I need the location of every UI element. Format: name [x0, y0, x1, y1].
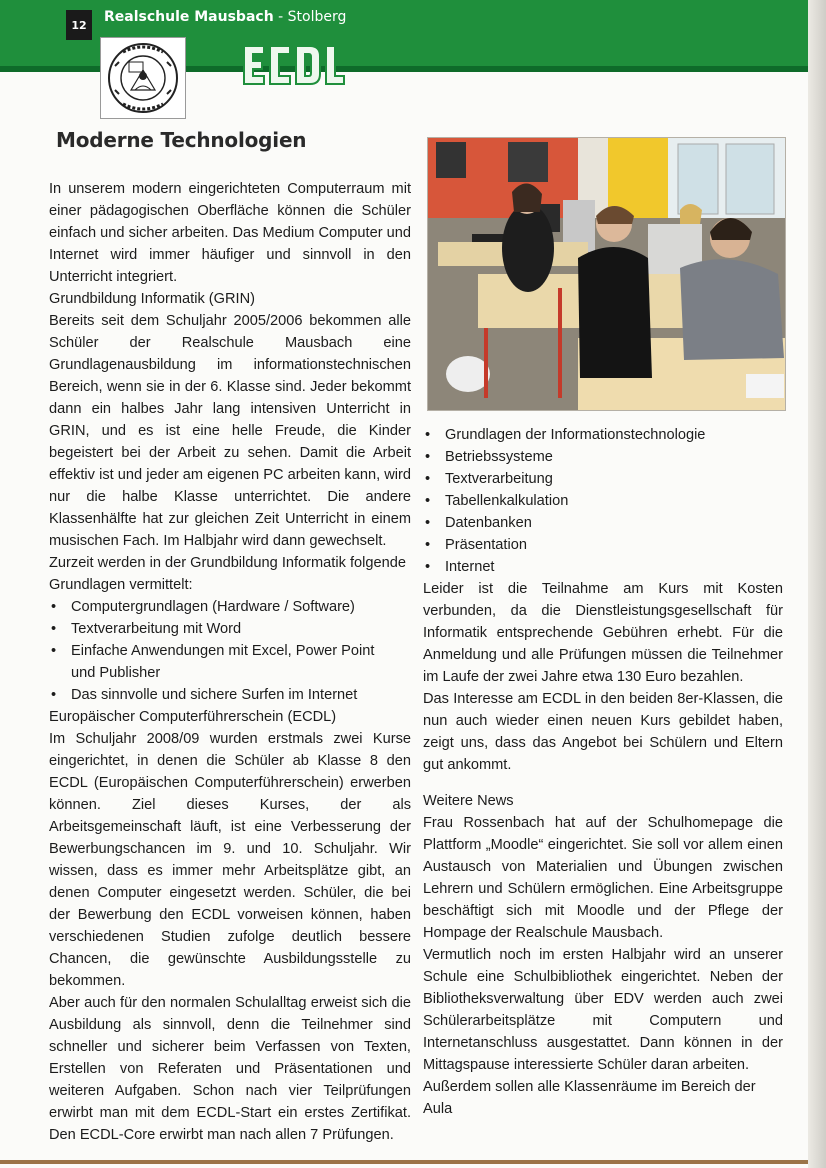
- list-item: • Textverarbeitung mit Word: [49, 618, 411, 640]
- schulalltag-paragraph: Aber auch für den normalen Schulalltag erweist sich die Ausbildung als sinnvoll, denn die Teilnehmer sind schneller und sicherer beim Verfassen von Texten, Erstellen von Referaten und Präsentationen und weiteren Aufgaben. Schon nach vier Teilprüfungen erwirbt man mit dem ECDL-Start ein erstes Zertifikat. Den ECDL-Core erwirbt man nach allen 7 Prüfungen.: [49, 995, 411, 1143]
- footer-rule: [0, 1160, 808, 1164]
- list-item: • Betriebssysteme: [423, 446, 783, 468]
- page-number: 12: [66, 10, 92, 40]
- list-item: • Datenbanken: [423, 512, 783, 534]
- page-edge: [808, 0, 826, 1168]
- section-heading-grin: Grundbildung Informatik (GRIN): [49, 291, 256, 307]
- grin-paragraph: Bereits seit dem Schuljahr 2005/2006 bekommen alle Schüler der Realschule Mausbach eine Grundlagenausbildung im informationstechnischen Bereich, wenn sie in der 6. Klasse sind. Jeder bekommt dann ein halbes Jahr lang intensiven Unterricht in GRIN, und es ist eine helle Freude, die Kinder begeistert bei der Arbeit zu sehen. Damit die Arbeit effektiv ist und jeder am eigenen PC arbeiten kann, wird nur die halbe Klasse unterrichtet. Die andere Klassenhälfte hat zur gleichen Zeit Unterricht in einem musischen Fach. Im Halbjahr wird dann gewechselt.: [49, 313, 411, 549]
- list-item: • Grundlagen der Informationstechnologie: [423, 424, 783, 446]
- list-item: • Einfache Anwendungen mit Excel, Power Point: [49, 640, 411, 662]
- costs-paragraph: Leider ist die Teilnahme am Kurs mit Kosten verbunden, da die Dienstleistungsgesellschaft für Informatik entsprechende Gebühren erhebt. Für die Anmeldung und alle Prüfungen müssen die Teilnehmer im Laufe der zwei Jahre etwa 130 Euro bezahlen.: [423, 581, 783, 685]
- intro-paragraph: In unserem modern eingerichteten Computerraum mit einer pädagogischen Oberfläche können die Schüler einfach und sicher arbeiten. Das Medium Computer und Internet wird immer häufiger und sinnvoll in den Unterricht integriert.: [49, 181, 411, 285]
- article-title: Moderne Technologien: [56, 128, 307, 152]
- list-item-continuation: und Publisher: [71, 665, 161, 681]
- list-item: • Tabellenkalkulation: [423, 490, 783, 512]
- moodle-paragraph: Frau Rossenbach hat auf der Schulhomepage die Plattform „Moodle“ eingerichtet. Sie soll vor allem einen Austausch von Materialien und Übungen zwischen Lehrern und Schülern ermöglichen. Eine Arbeitsgruppe beschäftigt sich mit Moodle und der Pflege der Hompage der Realschule Mausbach.: [423, 815, 783, 941]
- ecdl-logo: [240, 40, 346, 90]
- list-item: • Das sinnvolle und sichere Surfen im Internet: [49, 684, 411, 706]
- ecdl-paragraph: Im Schuljahr 2008/09 wurden erstmals zwei Kurse eingerichtet, in denen die Schüler ab Klasse 8 den ECDL (Europäischen Computerführerschein) erwerben können. Ziel dieses Kurses, der als Arbeitsgemeinschaft läuft, ist eine Verbesserung der Bewerbungschancen im 9. und 10. Schuljahr. Wir wissen, dass es immer mehr Arbeitsplätze gibt, an denen Computer eingesetzt werden. Schüler, die bei der Bewerbung den ECDL vorweisen können, haben verschiedenen Studien zufolge deutlich bessere Chancen, die gewünschte Ausbildungsstelle zu bekommen.: [49, 731, 411, 989]
- section-heading-ecdl: Europäischer Computerführerschein (ECDL): [49, 709, 337, 725]
- library-paragraph: Vermutlich noch im ersten Halbjahr wird an unserer Schule eine Schulbibliothek eingerichtet. Neben der Bibliotheksverwaltung über EDV werden auch zwei Schülerarbeitsplätze mit Computern und Internetanschluss ausgestattet. Dann können in der Mittagspause interessierte Schüler daran arbeiten.: [423, 947, 783, 1073]
- school-name: [104, 9, 346, 25]
- news-heading: Weitere News: [423, 793, 514, 809]
- grin-topics-list: [49, 596, 411, 706]
- school-seal-logo: [100, 37, 186, 119]
- school-seal-icon: [101, 38, 185, 118]
- school-location: - Stolberg: [278, 9, 347, 25]
- list-item: • Textverarbeitung: [423, 468, 783, 490]
- left-column: [49, 178, 411, 1146]
- aula-paragraph: Außerdem sollen alle Klassenräume im Bereich der Aula: [423, 1079, 756, 1117]
- right-column: [423, 424, 783, 1120]
- list-item: • Computergrundlagen (Hardware / Software): [49, 596, 411, 618]
- grin-topics-intro: Zurzeit werden in der Grundbildung Informatik folgende Grundlagen vermittelt:: [49, 555, 406, 593]
- school-name-label: Realschule Mausbach: [104, 9, 274, 25]
- spacer: [423, 776, 783, 790]
- ecdl-modules-list: [423, 424, 783, 578]
- list-item: • Internet: [423, 556, 783, 578]
- interest-paragraph: Das Interesse am ECDL in den beiden 8er-Klassen, die nun auch wieder einen neuen Kurs gebildet haben, zeigt uns, dass das Angebot bei Schülern und Eltern gut ankommt.: [423, 691, 783, 773]
- list-item: • Präsentation: [423, 534, 783, 556]
- classroom-photo: [427, 137, 786, 411]
